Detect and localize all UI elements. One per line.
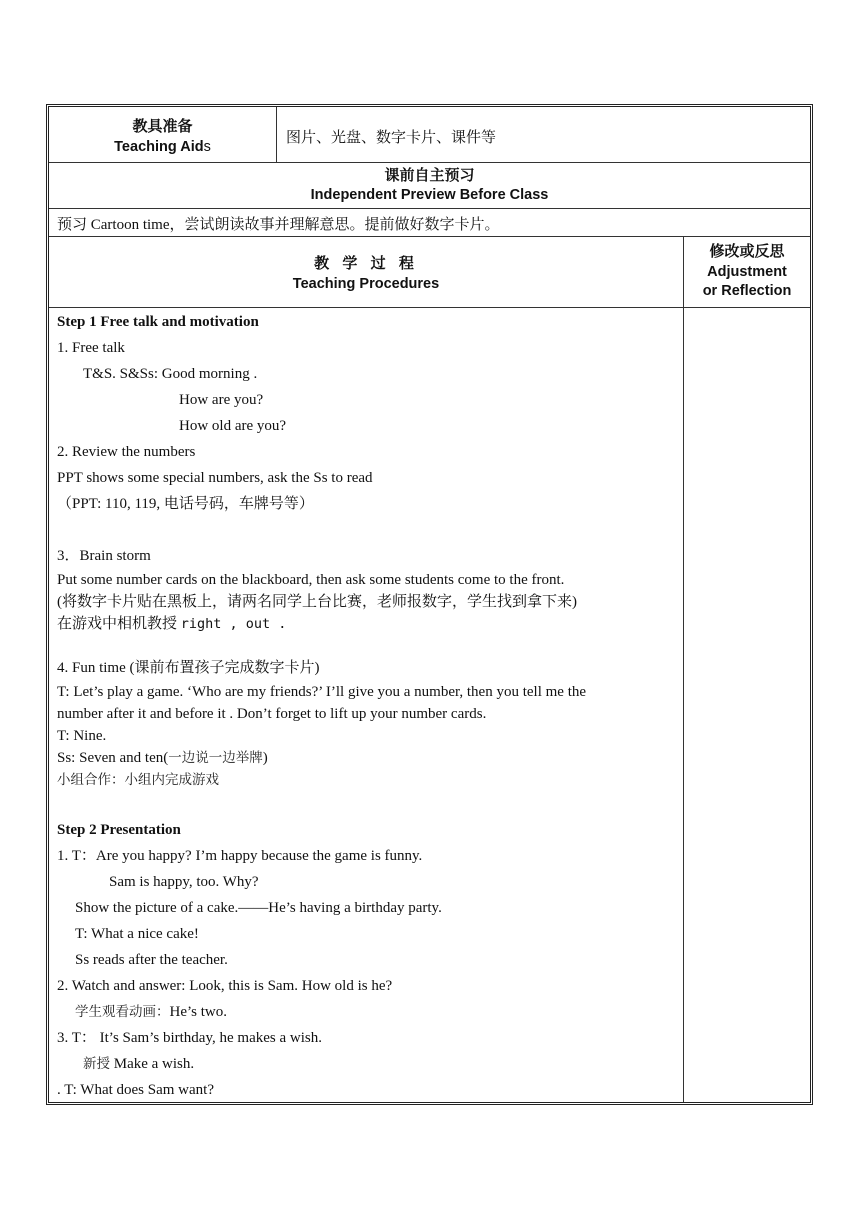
note-text: 一边说一边举牌 <box>168 750 263 766</box>
line-text: How are you? <box>179 392 264 408</box>
procedure-line <box>57 1080 214 1101</box>
line-text: Ss: Seven and ten( <box>57 750 169 766</box>
keyword-text: right , out . <box>180 616 287 632</box>
line-text: Make a wish. <box>110 1056 195 1072</box>
line-text: 1. T：Are you happy? I’m happy because the game is funny. <box>57 848 423 864</box>
procedure-line <box>57 338 125 359</box>
procedure-line <box>57 592 577 613</box>
note-text: 小组合作：小组内完成游戏 <box>57 772 219 788</box>
procedure-line <box>109 872 259 893</box>
preview-title-cn: 课前自主预习 <box>384 166 475 184</box>
line-text: 3. T： It’s Sam’s birthday, he makes a wish. <box>57 1030 322 1046</box>
line-text: Sam is happy, too. Why? <box>109 874 259 890</box>
preview-title-en: Independent Preview Before Class <box>310 187 549 203</box>
aids-label-en: Teaching Aids <box>114 139 211 155</box>
line-text: T: What a nice cake! <box>75 926 199 942</box>
procedure-line <box>57 570 564 591</box>
procedure-line <box>57 704 486 725</box>
procedure-line <box>57 468 373 489</box>
line-text: 4. Fun time (课前布置孩子完成数字卡片) <box>57 660 320 676</box>
aids-content: 图片、光盘、数字卡片、课件等 <box>286 130 497 146</box>
procedures-header <box>49 252 683 292</box>
procedure-line <box>57 770 219 791</box>
line-text: Show the picture of a cake.——He’s having a birthday party. <box>75 900 442 916</box>
procedure-line <box>75 924 199 945</box>
aids-label-cn: 教具准备 <box>132 117 193 135</box>
line-text: (将数字卡片贴在黑板上，请两名同学上台比赛，老师报数字，学生找到拿下来) <box>57 594 577 610</box>
procedures-title-en: Teaching Procedures <box>292 276 440 292</box>
adjustment-title-en-2: or Reflection <box>702 283 792 299</box>
procedure-line <box>179 416 286 437</box>
preview-content: 预习 Cartoon time，尝试朗读故事并理解意思。提前做好数字卡片。 <box>57 217 500 233</box>
procedure-line <box>57 682 586 703</box>
procedure-line <box>57 846 422 867</box>
note-text: 新授 <box>83 1056 110 1072</box>
line-text: T: Nine. <box>57 728 107 744</box>
procedure-line <box>83 364 257 385</box>
procedures-title-cn: 教 学 过 程 <box>314 254 418 272</box>
procedure-line <box>57 494 314 515</box>
row-divider <box>49 162 810 163</box>
line-text: Step 2 Presentation <box>57 822 181 838</box>
procedure-line <box>75 950 228 971</box>
procedure-line <box>57 820 181 841</box>
line-text: Ss reads after the teacher. <box>75 952 228 968</box>
line-text: Put some number cards on the blackboard, then ask some students come to the front. <box>57 572 565 588</box>
procedure-line <box>57 1028 322 1049</box>
line-text: PPT shows some special numbers, ask the Ss to read <box>57 470 373 486</box>
line-text: number after it and before it . Don’t forget to lift up your number cards. <box>57 706 487 722</box>
line-text: 在游戏中相机教授 <box>57 616 181 632</box>
aids-label-cell <box>49 110 276 162</box>
line-text: Step 1 Free talk and motivation <box>57 314 259 330</box>
line-text: 3．Brain storm <box>57 548 151 564</box>
procedure-line <box>57 726 106 747</box>
line-text: T&S. S&Ss: Good morning . <box>83 366 258 382</box>
procedure-line <box>57 312 259 333</box>
column-divider <box>276 107 277 162</box>
line-text: （PPT: 110, 119, 电话号码，车牌号等） <box>57 496 314 512</box>
procedure-line <box>83 1054 194 1075</box>
procedure-line <box>57 614 286 635</box>
procedure-line <box>57 976 392 997</box>
reflection-cell <box>684 308 810 1102</box>
adjustment-header <box>684 240 810 299</box>
preview-header <box>49 164 810 203</box>
procedure-line <box>57 442 195 463</box>
line-text: 2. Review the numbers <box>57 444 196 460</box>
procedure-line <box>57 546 151 567</box>
adjustment-title-en-1: Adjustment <box>707 264 787 280</box>
row-divider <box>49 208 810 209</box>
line-text: How old are you? <box>179 418 287 434</box>
line-text: 1. Free talk <box>57 340 125 356</box>
procedure-line <box>179 390 263 411</box>
line-text: ) <box>262 750 268 766</box>
adjustment-title-cn: 修改或反思 <box>709 242 785 260</box>
note-text: 学生观看动画： <box>75 1004 170 1020</box>
procedure-line <box>75 1002 227 1023</box>
line-text: . T: What does Sam want? <box>57 1082 215 1098</box>
line-text: He’s two. <box>169 1004 227 1020</box>
procedure-line <box>57 658 320 679</box>
line-text: 2. Watch and answer: Look, this is Sam. How old is he? <box>57 978 393 994</box>
procedure-line <box>75 898 442 919</box>
line-text: T: Let’s play a game. ‘Who are my friends?’ I’ll give you a number, then you tell me the <box>57 684 587 700</box>
procedure-line <box>57 748 268 769</box>
row-divider <box>49 236 810 237</box>
